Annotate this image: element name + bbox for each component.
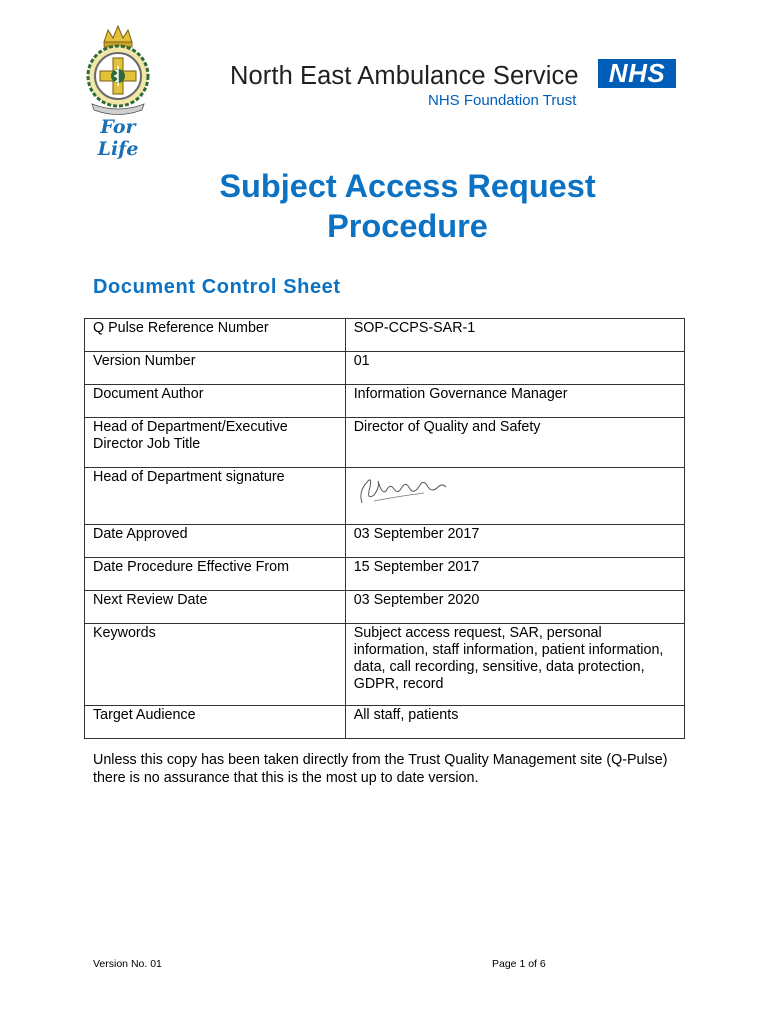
table-row [85,525,685,558]
signature-cell [345,468,684,525]
row-value: SOP-CCPS-SAR-1 [345,319,684,352]
row-value: 01 [345,352,684,385]
row-label: Document Author [85,385,346,418]
row-label: Version Number [85,352,346,385]
row-label: Date Procedure Effective From [85,558,346,591]
crest-logo [78,22,158,160]
table-row [85,558,685,591]
table-row [85,418,685,468]
row-label: Next Review Date [85,591,346,624]
row-label: Q Pulse Reference Number [85,319,346,352]
table-row [85,468,685,525]
row-value: 03 September 2017 [345,525,684,558]
row-label: Head of Department signature [85,468,346,525]
footer-page-number: Page 1 of 6 [492,958,546,970]
organisation-name: North East Ambulance Service [230,62,579,90]
foundation-trust-line: NHS Foundation Trust [428,92,577,109]
row-value: 15 September 2017 [345,558,684,591]
for-life-motto: For Life [97,116,139,160]
footer-version: Version No. 01 [93,958,162,970]
row-value: 03 September 2020 [345,591,684,624]
table-row [85,591,685,624]
row-label: Head of Department/Executive Director Job Title [85,418,346,468]
disclaimer-text: Unless this copy has been taken directly from the Trust Quality Management site (Q-Pulse) there is no assurance that this is the most up to date version. [93,752,668,786]
section-heading: Document Control Sheet [93,276,341,298]
title-line-1: Subject Access Request [219,168,596,204]
document-control-table [84,318,685,739]
row-value: Information Governance Manager [345,385,684,418]
row-value: Subject access request, SAR, personal information, staff information, patient information, data, call recording, sensitive, data protection, GDPR, record [345,624,684,706]
signature-image [354,473,464,509]
table-row [85,385,685,418]
title-line-2: Procedure [327,208,488,244]
row-label: Keywords [85,624,346,706]
document-title [100,166,715,246]
row-label: Date Approved [85,525,346,558]
table-row [85,706,685,739]
row-value: Director of Quality and Safety [345,418,684,468]
row-label: Target Audience [85,706,346,739]
row-value: All staff, patients [345,706,684,739]
table-row [85,319,685,352]
table-row [85,352,685,385]
nhs-logo: NHS [598,59,676,88]
table-row [85,624,685,706]
